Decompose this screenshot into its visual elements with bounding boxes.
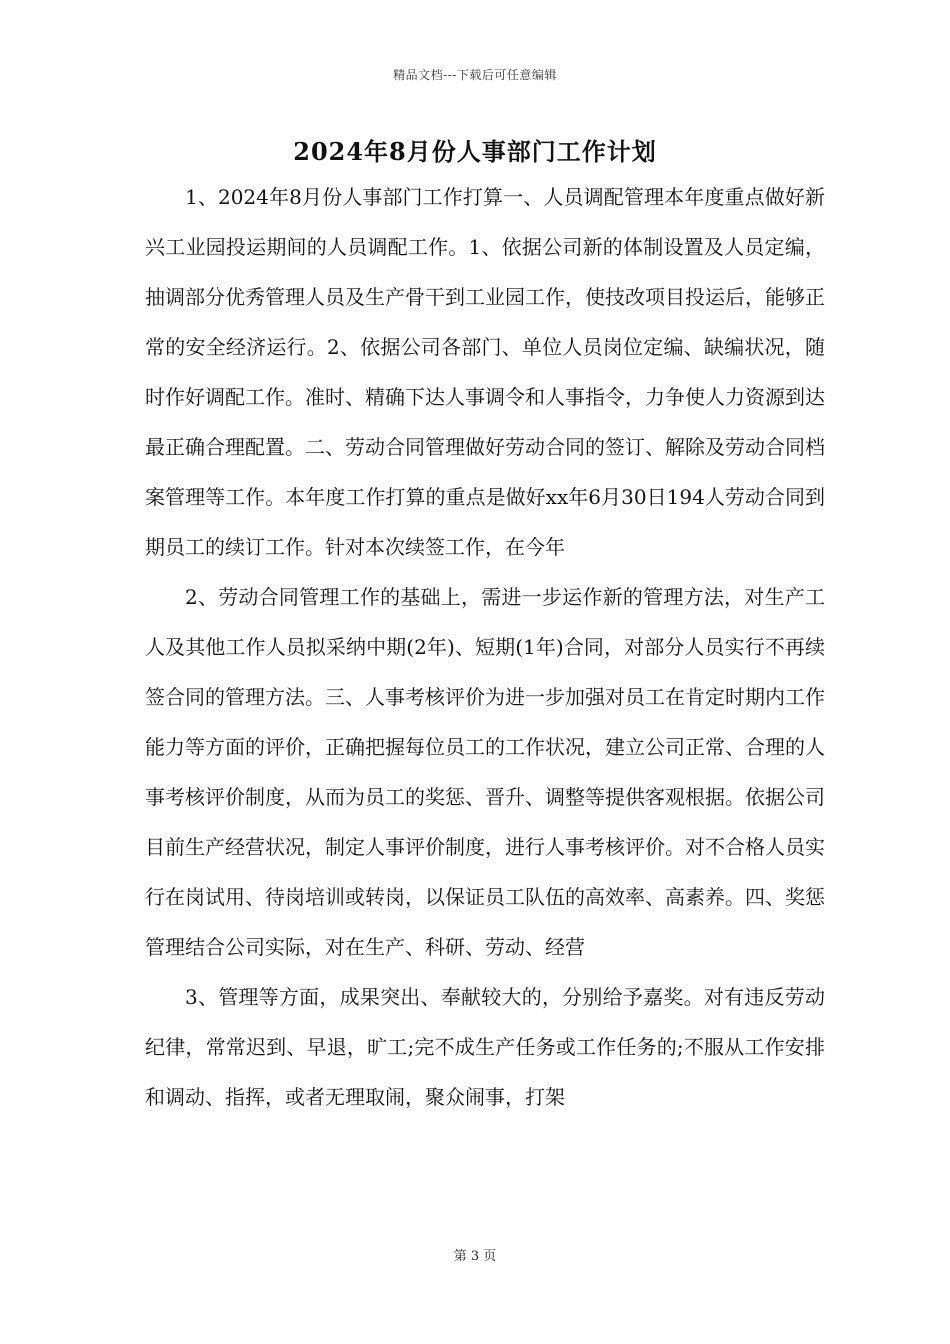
paragraph-3: 3、管理等方面，成果突出、奉献较大的，分别给予嘉奖。对有违反劳动纪律，常常迟到、早退，旷工;完不成生产任务或工作任务的;不服从工作安排和调动、指挥，或者无理取闹，聚众闹事，打架 [145,985,825,1109]
page-number: 第 3 页 [453,1249,497,1264]
paragraph-2: 2、劳动合同管理工作的基础上，需进一步运作新的管理方法，对生产工人及其他工作人员拟采纳中期(2年)、短期(1年)合同，对部分人员实行不再续签合同的管理方法。三、人事考核评价为进一步加强对员工在肯定时期内工作能力等方面的评价，正确把握每位员工的工作状况，建立公司正常、合理的人事考核评价制度，从而为员工的奖惩、晋升、调整等提供客观根据。依据公司目前生产经营状况，制定人事评价制度，进行人事考核评价。对不合格人员实行在岗试用、待岗培训或转岗，以保证员工队伍的高效率、高素养。四、奖惩管理结合公司实际，对在生产、科研、劳动、经营 [145,585,825,959]
document-title: 2024年8月份人事部门工作计划 [293,137,657,166]
header-note: 精品文档---下载后可任意编辑 [393,68,557,82]
document-body [145,172,825,1122]
paragraph-1: 1、2024年8月份人事部门工作打算一、人员调配管理本年度重点做好新兴工业园投运期间的人员调配工作。1、依据公司新的体制设置及人员定编，抽调部分优秀管理人员及生产骨干到工业园工作，使技改项目投运后，能够正常的安全经济运行。2、依据公司各部门、单位人员岗位定编、缺编状况，随时作好调配工作。准时、精确下达人事调令和人事指令，力争使人力资源到达最正确合理配置。二、劳动合同管理做好劳动合同的签订、解除及劳动合同档案管理等工作。本年度工作打算的重点是做好xx年6月30日194人劳动合同到期员工的续订工作。针对本次续签工作，在今年 [145,185,825,559]
